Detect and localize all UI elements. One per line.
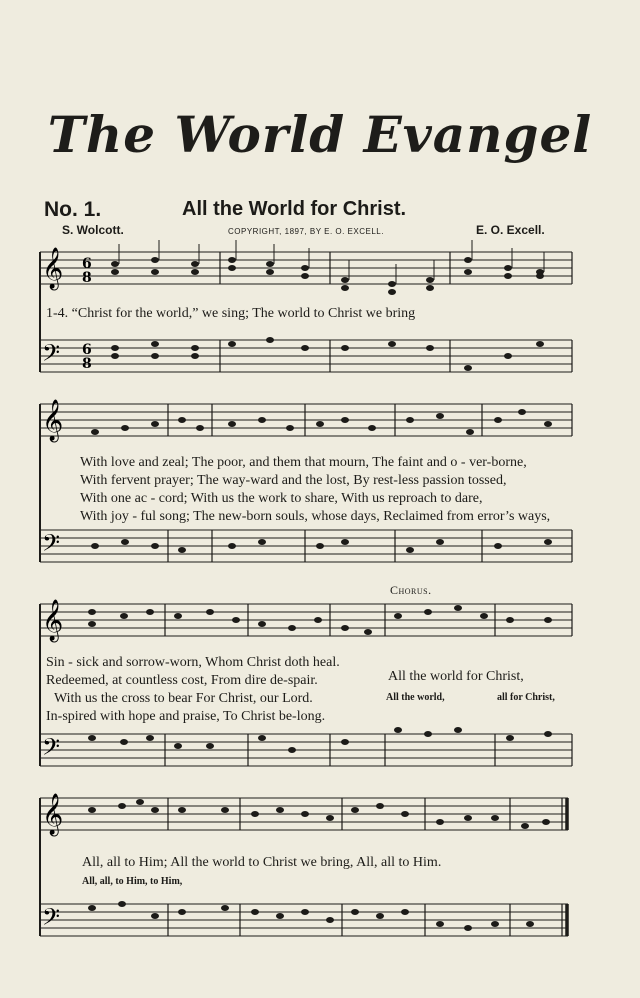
hymn-author: S. Wolcott. bbox=[62, 223, 124, 237]
lyric-line-3-verse-3: With us the cross to bear For Christ, our Lord. bbox=[54, 691, 313, 706]
lyric-line-3-verse-1: Sin - sick and sorrow-worn, Whom Christ doth heal. bbox=[46, 655, 340, 670]
hymn-number: No. 1. bbox=[44, 198, 102, 221]
hymn-composer: E. O. Excell. bbox=[476, 223, 545, 237]
lyric-line-4: All, all to Him; All the world to Christ we bring, All, all to Him. bbox=[82, 855, 442, 870]
svg-text:6: 6 bbox=[82, 256, 92, 272]
lyric-line-3-verse-4: In-spired with hope and praise, To Christ be-long. bbox=[46, 709, 326, 724]
hymn-title: All the World for Christ. bbox=[182, 198, 407, 220]
book-title: The World Evangel bbox=[47, 105, 593, 164]
chorus-lyric-echo-2: all for Christ, bbox=[497, 692, 555, 703]
lyric-line-4-echo: All, all, to Him, to Him, bbox=[82, 876, 183, 887]
lyric-line-3-verse-2: Redeemed, at countless cost, From dire de-spair. bbox=[46, 673, 318, 688]
svg-text:8: 8 bbox=[82, 356, 92, 372]
svg-text:𝄢: 𝄢 bbox=[42, 903, 61, 936]
lyric-line-2-verse-1: With love and zeal; The poor, and them that mourn, The faint and o - ver-borne, bbox=[80, 455, 527, 470]
svg-text:𝄞: 𝄞 bbox=[42, 400, 64, 441]
chorus-lyric-echo-1: All the world, bbox=[386, 692, 445, 703]
svg-text:𝄞: 𝄞 bbox=[42, 794, 64, 835]
svg-text:𝄢: 𝄢 bbox=[42, 733, 61, 766]
bass-clef-icon: 𝄢 bbox=[42, 339, 61, 372]
svg-text:8: 8 bbox=[82, 270, 92, 286]
treble-clef-icon: 𝄞 bbox=[42, 248, 64, 289]
final-barline bbox=[562, 798, 567, 936]
lyric-line-2-verse-4: With joy - ful song; The new-born souls, whose days, Reclaimed from error’s ways, bbox=[80, 509, 551, 524]
svg-text:𝄞: 𝄞 bbox=[42, 600, 64, 641]
svg-text:𝄢: 𝄢 bbox=[42, 529, 61, 562]
hymn-copyright: COPYRIGHT, 1897, BY E. O. EXCELL. bbox=[228, 227, 384, 236]
lyric-line-2-verse-3: With one ac - cord; With us the work to share, With us reproach to dare, bbox=[80, 491, 483, 506]
chorus-label: Chorus. bbox=[390, 583, 432, 597]
bass-staff-1 bbox=[40, 340, 572, 372]
svg-text:6: 6 bbox=[82, 342, 92, 358]
chorus-lyric-main: All the world for Christ, bbox=[388, 669, 524, 684]
lyric-line-2-verse-2: With fervent prayer; The way-ward and the lost, By rest-less passion tossed, bbox=[80, 473, 507, 488]
lyric-line-1: 1-4. “Christ for the world,” we sing; The world to Christ we bring bbox=[46, 306, 416, 321]
